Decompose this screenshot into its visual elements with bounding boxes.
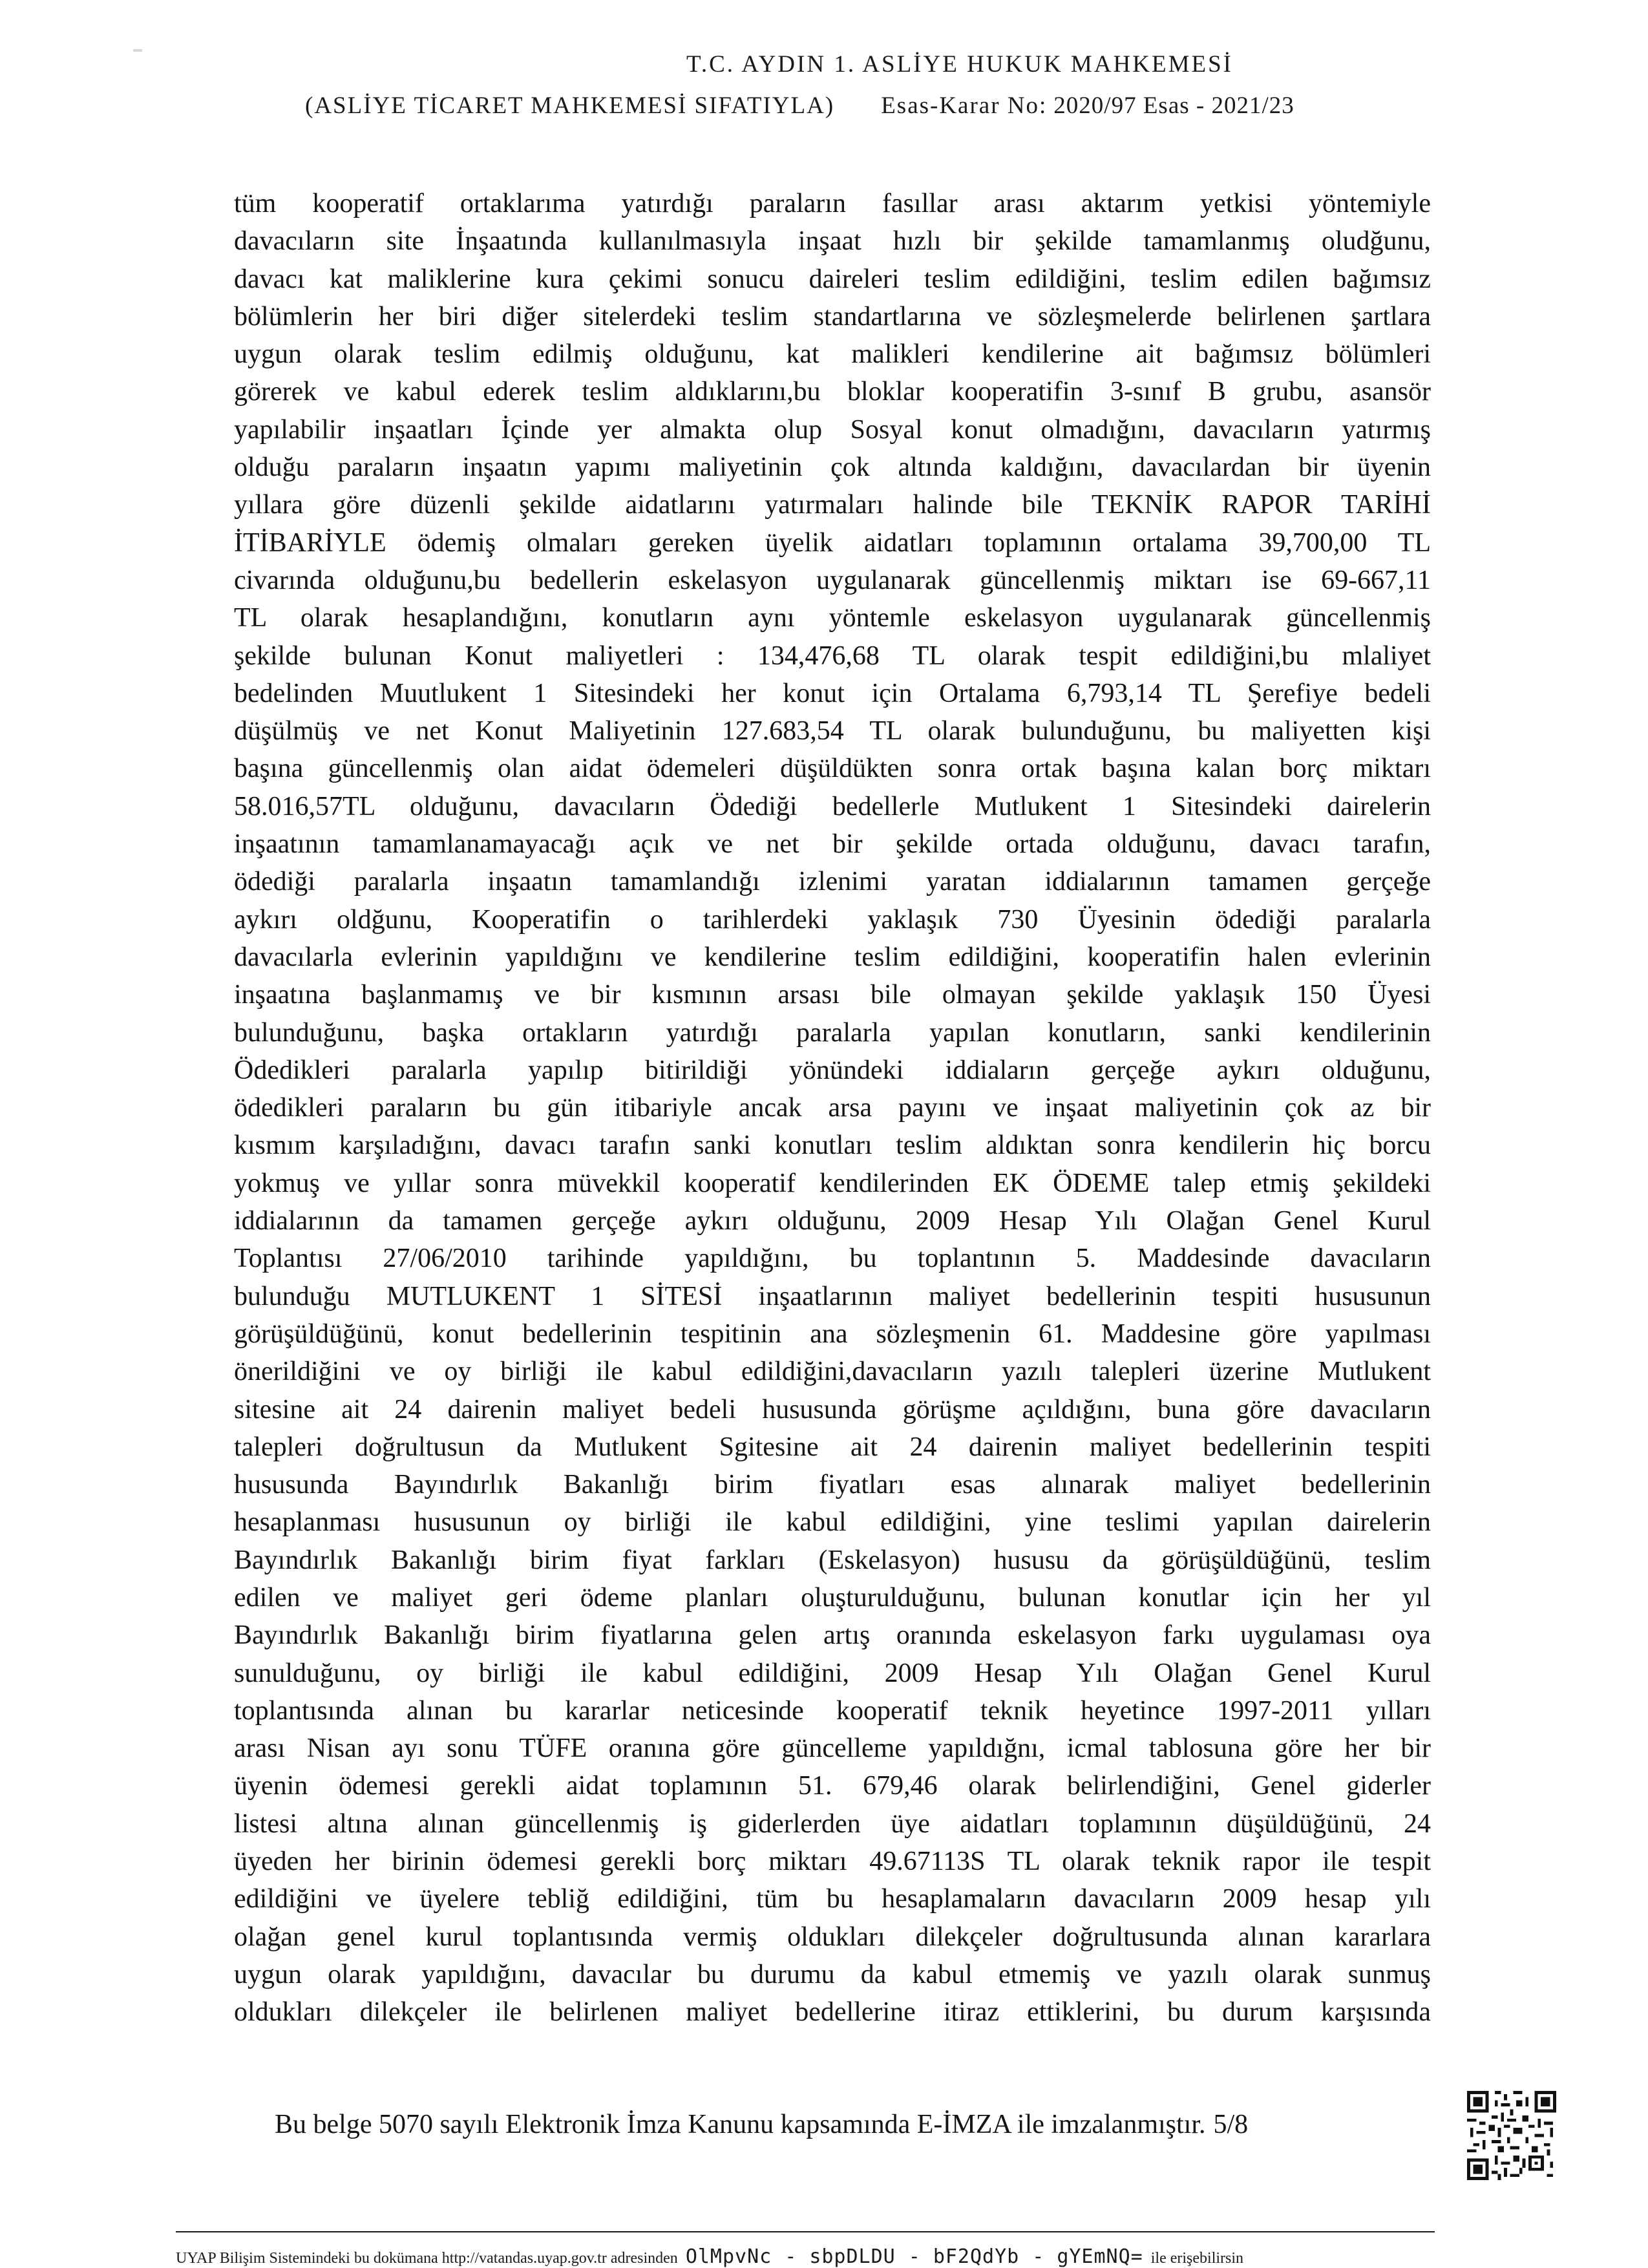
body-line: Toplantısı 27/06/2010 tarihinde yapıldığını, bu toplantının 5. Maddesinde davacıların (234, 1244, 1431, 1274)
body-line: iddialarının da tamamen gerçeğe aykırı olduğunu, 2009 Hesap Yılı Olağan Genel Kurul (234, 1206, 1431, 1236)
body-line: arası Nisan ayı sonu TÜFE oranına göre güncelleme yapıldığnı, icmal tablosuna göre her bir (234, 1733, 1431, 1764)
body-line: şekilde bulunan Konut maliyetleri : 134,476,68 TL olarak tespit edildiğini,bu mlaliyet (234, 641, 1431, 671)
body-line: davacıların site İnşaatında kullanılmasıyla inşaat hızlı bir şekilde tamamlanmış oludğunu, (234, 226, 1431, 257)
body-line: davacılarla evlerinin yapıldığını ve kendilerine teslim edildiğini, kooperatifin halen evlerinin (234, 942, 1431, 972)
court-title: T.C. AYDIN 1. ASLİYE HUKUK MAHKEMESİ (686, 51, 1233, 78)
footer-rule (176, 2231, 1435, 2232)
body-line: oldukları dilekçeler ile belirlenen maliyet bedellerine itiraz ettiklerini, bu durum karşısında (234, 1997, 1431, 2028)
body-line: bölümlerin her biri diğer sitelerdeki teslim standartlarına ve sözleşmelerde belirlenen şartlara (234, 301, 1431, 332)
body-line: bulunduğunu, başka ortakların yatırdığı paralarla yapılan konutların, sanki kendilerinin (234, 1017, 1431, 1048)
court-subtitle-row (305, 92, 1404, 120)
body-line: düşülmüş ve net Konut Maliyetinin 127.683,54 TL olarak bulunduğunu, bu maliyetten kişi (234, 716, 1431, 747)
body-line: civarında olduğunu,bu bedellerin eskelasyon uygulanarak güncellenmiş miktarı ise 69-667,11 (234, 565, 1431, 595)
code-separator: - (785, 2245, 797, 2268)
code-separator: - (1032, 2245, 1044, 2268)
body-line: talepleri doğrultusun da Mutlukent Sgitesine ait 24 dairenin maliyet bedellerinin tespiti (234, 1432, 1431, 1462)
code-separator: - (908, 2245, 920, 2268)
body-line: sunulduğunu, oy birliği ile kabul edildiğini, 2009 Hesap Yılı Olağan Genel Kurul (234, 1658, 1431, 1688)
body-line: üyeden her birinin ödemesi gerekli borç miktarı 49.67113S TL olarak teknik rapor ile tespit (234, 1847, 1431, 1877)
body-line: tüm kooperatif ortaklarıma yatırdığı paraların fasıllar arası aktarım yetkisi yöntemiyle (234, 189, 1431, 218)
body-line: kısmım karşıladığını, davacı tarafın sanki konutları teslim aldıktan sonra kendilerin hiç borcu (234, 1130, 1431, 1161)
body-line: yokmuş ve yıllar sonra müvekkil kooperatif kendilerinden EK ÖDEME talep etmiş şekildeki (234, 1168, 1431, 1198)
body-line: hususunda Bayındırlık Bakanlığı birim fiyatları esas alınarak maliyet bedellerinin (234, 1470, 1431, 1500)
case-number-label: Esas-Karar No: (881, 92, 1048, 119)
body-line: üyenin ödemesi gerekli aidat toplamının 51. 679,46 olarak belirlendiğini, Genel giderler (234, 1771, 1431, 1801)
body-line: edilen ve maliyet geri ödeme planları oluşturulduğunu, bulunan konutlar için her yıl (234, 1582, 1431, 1613)
body-line: ödediği paralarla inşaatın tamamlandığı izlenimi yaratan iddialarının tamamen gerçeğe (234, 867, 1431, 897)
verification-code-part-1: OlMpvNc (685, 2245, 772, 2268)
body-line: Bayındırlık Bakanlığı birim fiyatlarına gelen artış oranında eskelasyon farkı uygulaması oya (234, 1620, 1431, 1651)
body-line: bedelinden Muutlukent 1 Sitesindeki her konut için Ortalama 6,793,14 TL Şerefiye bedeli (234, 678, 1431, 708)
body-line: inşaatının tamamlanamayacağı açık ve net bir şekilde ortada olduğunu, davacı tarafın, (234, 829, 1431, 860)
body-line: edildiğini ve üyelere tebliğ edildiğini, tüm bu hesaplamaların davacıların 2009 hesap yılı (234, 1884, 1431, 1914)
footer-verification (176, 2245, 1468, 2268)
body-line: uygun olarak teslim edilmiş olduğunu, kat malikleri kendilerine ait bağımsız bölümleri (234, 339, 1431, 370)
e-signature-note (275, 2109, 1457, 2140)
body-line: görerek ve kabul ederek teslim aldıklarını,bu bloklar kooperatifin 3-sınıf B grubu, asansör (234, 377, 1431, 407)
page-number: 5/8 (1213, 2110, 1249, 2139)
verification-code-part-3: bF2QdYb (933, 2245, 1020, 2268)
body-line: sitesine ait 24 dairenin maliyet bedeli hususunda görüşme açıldığını, buna göre davacıların (234, 1394, 1431, 1425)
verification-code-part-2: sbpDLDU (809, 2245, 896, 2268)
body-line: yıllara göre düzenli şekilde aidatlarını yatırmaları halinde bile TEKNİK RAPOR TARİHİ (234, 490, 1431, 520)
body-line: olduğu paraların inşaatın yapımı maliyetinin çok altında kaldığını, davacılardan bir üyenin (234, 452, 1431, 483)
body-line: görüşüldüğünü, konut bedellerinin tespitinin ana sözleşmenin 61. Maddesine göre yapılması (234, 1319, 1431, 1349)
body-line: davacı kat maliklerine kura çekimi sonucu daireleri teslim edildiğini, teslim edilen bağımsız (234, 264, 1431, 294)
body-line: İTİBARİYLE ödemiş olmaları gereken üyelik aidatları toplamının ortalama 39,700,00 TL (234, 527, 1431, 558)
case-number-value: 2020/97 Esas - 2021/23 (1053, 92, 1294, 119)
body-line: olağan genel kurul toplantısında vermiş oldukları dilekçeler doğrultusunda alınan kararlara (234, 1922, 1431, 1952)
body-line: aykırı oldğunu, Kooperatifin o tarihlerdeki yaklaşık 730 Üyesinin ödediği paralarla (234, 904, 1431, 935)
e-signature-text: Bu belge 5070 sayılı Elektronik İmza Kanunu kapsamında E-İMZA ile imzalanmıştır. (275, 2110, 1206, 2139)
body-line: hesaplanması hususunun oy birliği ile kabul edildiğini, yine teslimi yapılan dairelerin (234, 1507, 1431, 1538)
body-line: inşaatına başlanmamış ve bir kısmının arsası bile olmayan şekilde yaklaşık 150 Üyesi (234, 980, 1431, 1010)
body-line: toplantısında alınan bu kararlar neticesinde kooperatif teknik heyetince 1997-2011 yılları (234, 1695, 1431, 1726)
footer-suffix: ile erişebilirsin (1150, 2250, 1244, 2267)
body-line: Ödedikleri paralarla yapılıp bitirildiği yönündeki iddiaların gerçeğe aykırı olduğunu, (234, 1055, 1431, 1085)
document-body (234, 185, 1431, 2031)
body-line: uygun olarak yapıldığını, davacılar bu durumu da kabul etmemiş ve yazılı olarak sunmuş (234, 1959, 1431, 1989)
footer-prefix: UYAP Bilişim Sistemindeki bu dokümana http://vatandas.uyap.gov.tr adresinden (176, 2250, 678, 2267)
body-line: listesi altına alınan güncellenmiş iş giderlerden üye aidatları toplamının düşüldüğünü, 24 (234, 1808, 1431, 1839)
body-line: TL olarak hesaplandığını, konutların aynı yöntemle eskelasyon uygulanarak güncellenmiş (234, 603, 1431, 633)
body-line: yapılabilir inşaatları İçinde yer almakta olup Sosyal konut olmadığını, davacıların yatırmış (234, 414, 1431, 445)
court-capacity: (ASLİYE TİCARET MAHKEMESİ SIFATIYLA) (305, 92, 835, 119)
body-line: önerildiğini ve oy birliği ile kabul edildiğini,davacıların yazılı talepleri üzerine Mutlukent (234, 1357, 1431, 1387)
body-line: 58.016,57TL olduğunu, davacıların Ödediği bedellerle Mutlukent 1 Sitesindeki dairelerin (234, 791, 1431, 821)
body-line: ödedikleri paraların bu gün itibariyle ancak arsa payını ve inşaat maliyetinin çok az bir (234, 1093, 1431, 1123)
body-line: Bayındırlık Bakanlığı birim fiyat farkları (Eskelasyon) hususu da görüşüldüğünü, teslim (234, 1545, 1431, 1575)
body-line: bulunduğu MUTLUKENT 1 SİTESİ inşaatlarının maliyet bedellerinin tespiti hususunun (234, 1281, 1431, 1311)
verification-code-part-4: gYEmNQ= (1057, 2245, 1143, 2268)
body-line: başına güncellenmiş olan aidat ödemeleri düşüldükten sonra ortak başına kalan borç miktarı (234, 754, 1431, 784)
qr-code-icon (1467, 2091, 1556, 2180)
